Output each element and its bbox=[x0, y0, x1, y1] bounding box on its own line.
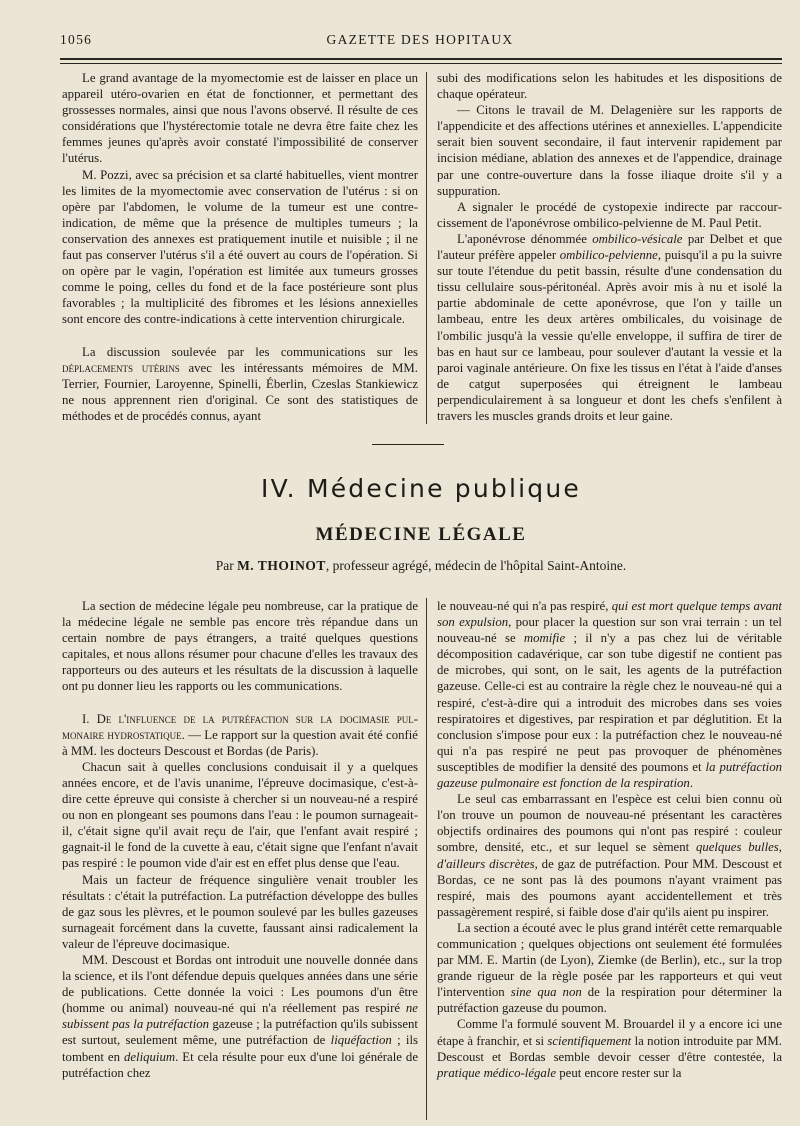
text-run: , puisqu'il a pu la suivre sur toute l'étendue du petit bassin, résulte d'une condensation du tissu cellulaire sous-péritonéal. Après avoir mis à nu et isolé la partie abdominale de cette aponévrose, que l'on y taille un lambeau, entre les deux artères ombilicales, du voisinage de l'ombilic jusqu'à la vessie qu'elle enveloppe, il suffira de tirer de bas en haut sur ce lambeau, pour soulever d'autant la vessie et la paroi vaginale antérieure. On fixe les tissus en l'état à l'aide d'anses de catgut superposées qui étreignent le lambeau perpendiculairement à sa longueur et dont les chefs s'enfilent à travers les muscles grands droits et leur gaine. bbox=[437, 248, 782, 423]
column-divider bbox=[426, 72, 427, 424]
text-run: gazeuse ; la putréfaction qu'ils subissent est surtout, seulement même, une putréfaction de bbox=[62, 1017, 418, 1048]
text-run: ; il n'y a pas chez lui de véritable décomposition cadavérique, car son tube digestif ne contient pas de microbes, qui sont, on le sait, les agents de la putréfaction gazeuse. Celle-ci est au contraire la règle chez le nouveau-né qui a respiré, c'est-à-dire qui a introduit des microbes dans ses voies respiratoires et digestives, par respiration et par déglutition. Et la conclusion s'impose pour eux : la putréfaction chez le nouveau-né qui n'a pas respiré ne peut pas provoquer de phénomènes susceptibles de modifier la densité des poumons et bbox=[437, 631, 782, 774]
text-run: L'aponévrose dénommée bbox=[457, 231, 593, 246]
paragraph: A signaler le procédé de cystopexie indirecte par raccourcissement de l'aponévrose ombilico-pelvienne de M. Paul Petit. bbox=[437, 199, 782, 230]
paragraph: subi des modifications selon les habitudes et les dispositions de chaque opérateur. bbox=[437, 71, 782, 102]
small-caps-run: I. De l'influence de la putréfaction sur la docimasie pulmonaire hydrostatique. bbox=[62, 711, 418, 742]
italic-run: ombilico-vésicale bbox=[592, 231, 683, 246]
paragraph bbox=[62, 344, 418, 424]
text-run: par Delbet et que l'auteur préfère appeler bbox=[437, 231, 782, 263]
column-top-left bbox=[62, 70, 418, 424]
paragraph: M. Pozzi, avec sa précision et sa clarté habituelles, vient montrer les limites de la myomectomie avec conservation de l'utérus : si on opère par l'abdomen, le volume de la tumeur est une contre-indication, de même que la présence de multiples tumeurs ; la conservation des annexes est pratiquement inutile et nuisible ; il ne faut pas conserver l'utérus s'il a été ouvert au cours de l'opération. Si on opère par le vagin, l'opération est limitée aux tumeurs grosses comme le poing, celles du fond et de la face postérieure sont plus favorables ; la multiplicité des fibromes et les lésions annexielles sont encore des contre-indications à cette intervention chirurgicale. bbox=[62, 167, 418, 327]
text-run: avec les intéressants mémoires de MM. Terrier, Fournier, Laroyenne, Spinelli, Éberlin, Czeslas Stankiewicz ne nous apprennent rien d'original. Ce sont des statistiques de méthodes et de procédés connus, ayant bbox=[62, 360, 419, 423]
text-run: La section a écouté avec le plus grand intérêt cette remarquable communication ; quelques objections ont seulement été formulées par MM. E. Martin (de Lyon), Ziemke (de Berlin), etc., sur la trop grande rigueur de la règle posée par les rapporteurs et qui veut l'intervention bbox=[437, 920, 782, 1000]
italic-run: ombilico-pelvienne bbox=[559, 248, 658, 263]
text-run: La discussion soulevée par les communications sur les bbox=[82, 344, 418, 359]
text-run: peut encore rester sur la bbox=[556, 1065, 682, 1080]
paragraph: Le grand avantage de la myomectomie est de laisser en place un appareil utéro-ovarien en état de fonctionner, et permettant des grossesses normales, ainsi que nous l'avons observé. Il résulte de ces considérations que l'hystérectomie totale ne devra être faite chez les femmes jeunes qu'après avoir constaté l'impossibilité de conserver l'utérus. bbox=[62, 71, 418, 166]
paragraph: Mais un facteur de fréquence singulière venait troubler les résultats : c'était la putréfaction. La putréfaction développe des bulles de gaz sous les plèvres, et le poumon soulevé par les bulles gazeuses surnageait forcément dans la cuvette, faussant ainsi radicalement la valeur de l'épreuve docimasique. bbox=[62, 872, 418, 951]
paragraph bbox=[437, 920, 782, 1017]
text-run: , pour placer la question sur son vrai terrain : un tel nouveau-né se bbox=[437, 615, 782, 646]
paragraph bbox=[62, 952, 418, 1081]
text-run: Comme l'a formulé souvent M. Brouardel il y a encore ici une étape à franchir, et si bbox=[437, 1017, 782, 1048]
text-run: ; ils tombent en bbox=[62, 1033, 419, 1064]
small-caps-run: déplacements utérins bbox=[62, 360, 180, 375]
section-subtitle: MÉDECINE LÉGALE bbox=[315, 524, 527, 545]
page-number: 1056 bbox=[60, 32, 93, 47]
text-run: de la respiration pour déterminer la putréfaction gazeuse du poumon. bbox=[437, 985, 782, 1016]
text-run: — Le rapport sur la question avait été confié à MM. les docteurs Descoust et Bordas (de Paris). bbox=[62, 727, 418, 758]
section-title: IV. Médecine publique bbox=[261, 474, 581, 503]
paragraph bbox=[437, 1016, 782, 1080]
text-run: MM. Descoust et Bordas ont introduit une nouvelle donnée dans la science, et ils l'ont défendue depuis quelques années dans une série de publications. Cette donnée la voici : Les poumons d'un être (homme ou animal) nouveau-né qui n'a réellement pas respiré bbox=[62, 952, 418, 1016]
italic-run: liquéfaction bbox=[330, 1033, 392, 1048]
text-run: . bbox=[689, 776, 694, 791]
paragraph bbox=[62, 711, 418, 759]
column-bottom-left bbox=[62, 598, 418, 1081]
byline-prefix: Par bbox=[215, 558, 238, 573]
paragraph: La section de médecine légale peu nombreuse, car la pratique de la médecine légale ne semble pas encore très répandue dans un certain nombre de pays étrangers, a traité quelques questions capitales, et nous allons résumer pour chacune d'elles les travaux des rapporteurs ou des auteurs et les résultats de la discussion à laquelle ont pu donner lieu les rapports ou les communications. bbox=[62, 599, 418, 694]
section-separator bbox=[372, 444, 444, 445]
byline-affiliation: , professeur agrégé, médecin de l'hôpital Saint-Antoine. bbox=[325, 558, 627, 573]
paragraph: Chacun sait à quelles conclusions conduisait il y a quelques années encore, et de l'avis unanime, l'épreuve docimasique, c'est-à-dire cette épreuve qui consiste à chercher si un nouveau-né a respiré ou non en plongeant ses poumons dans l'eau : le poumon surnageait-il, c'était signe qu'il avait reçu de l'air, que l'enfant avait respiré ; gagnait-il le fond de la cuvette à eau, c'était signe que l'enfant n'avait pas respiré : le poumon vide d'air est en effet plus dense que l'eau. bbox=[62, 759, 418, 871]
paragraph bbox=[437, 231, 782, 424]
italic-run: quelques bulles, d'ailleurs discrètes bbox=[437, 840, 782, 871]
byline bbox=[60, 558, 782, 574]
column-divider bbox=[426, 598, 427, 1120]
italic-run: ne subissent pas la putréfaction bbox=[62, 1001, 418, 1032]
text-run: Le seul cas embarrassant en l'espèce est celui bien connu où l'on trouve un poumon de nouveau-né présentant les caractères objectifs ordinaires des poumons qui n'ont pas respiré : couleur sombre, densité, etc., et sur lequel se sèment bbox=[437, 792, 782, 855]
header-rule-thin bbox=[60, 63, 782, 64]
page-header bbox=[60, 32, 780, 52]
journal-title: GAZETTE DES HOPITAUX bbox=[326, 32, 514, 47]
italic-run: qui est mort quelque temps avant son expulsion bbox=[437, 599, 782, 630]
italic-run: sine qua non bbox=[510, 985, 582, 1000]
italic-run: scientifiquement bbox=[547, 1033, 632, 1048]
paragraph bbox=[437, 598, 782, 791]
paragraph: — Citons le travail de M. Delagenière sur les rapports de l'appendicite et des affections utérines et annexielles. L'appendicite serait bien souvent secondaire, il faut intervenir rapidement par incision médiane, ablation des annexes et de l'appendice, drainage par une contre-ouverture dans la fosse iliaque droite s'il y a suppuration. bbox=[437, 103, 782, 198]
text-run: la notion introduite par MM. Descoust et Bordas semble devoir cesser d'être contestée, la bbox=[437, 1033, 782, 1064]
byline-author: M. THOINOT bbox=[237, 558, 326, 573]
italic-run: deliquium bbox=[123, 1049, 176, 1064]
text-run: . Et cela résulte pour eux d'une loi générale de putréfaction chez bbox=[62, 1049, 419, 1080]
paragraph bbox=[437, 791, 782, 920]
header-rule-thick bbox=[60, 58, 782, 60]
italic-run: pratique médico-légale bbox=[437, 1065, 557, 1080]
column-top-right bbox=[437, 70, 782, 424]
column-bottom-right bbox=[437, 598, 782, 1081]
text-run: le nouveau-né qui n'a pas respiré, bbox=[437, 599, 612, 613]
text-run: , de gaz de putréfaction. Pour MM. Descoust et Bordas, ce ne sont pas là des poumons n'ayant vraiment pas respiré, mais des poumons ayant accidentellement et très passagèrement respiré, si faible dose d'air qu'ils aient pu inspirer. bbox=[437, 856, 782, 919]
italic-run: la putréfaction gazeuse pulmonaire est fonction de la respiration bbox=[437, 759, 783, 791]
italic-run: momifie bbox=[523, 631, 566, 646]
